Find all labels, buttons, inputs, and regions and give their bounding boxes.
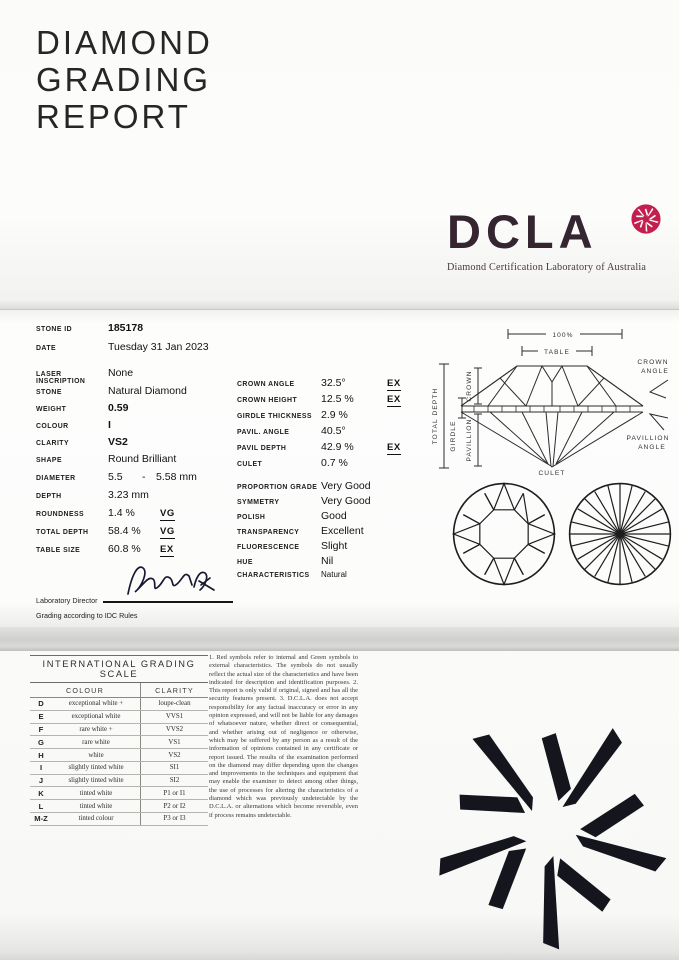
label-crown-angle-2: ANGLE: [641, 368, 669, 375]
field-table-size: TABLE SIZE 60.8 % EX: [36, 543, 174, 555]
field-hue: HUE Nil: [237, 555, 334, 567]
scale-title: INTERNATIONAL GRADING SCALE: [30, 655, 208, 683]
field-pavil-angle: PAVIL. ANGLE 40.5°: [237, 425, 346, 437]
title-line-2: GRADING: [36, 61, 212, 98]
label-girdle: GIRDLE: [450, 420, 457, 452]
table-size-grade: EX: [160, 544, 174, 555]
fold-shadow: [0, 627, 679, 651]
field-stone-id: STONE ID 185178: [36, 322, 144, 334]
field-clarity: CLARITY VS2: [36, 436, 128, 448]
dcla-star-badge-icon: [631, 204, 661, 234]
title-line-1: DIAMOND: [36, 24, 213, 61]
field-colour: COLOUR I: [36, 419, 111, 431]
director-label: Laboratory Director: [36, 596, 98, 605]
scale-row: J slightly tinted white SI2: [30, 775, 208, 788]
crown-view-diagram: [448, 478, 560, 590]
dcla-star-watermark-icon: [412, 692, 679, 960]
dcla-logo-text: DCLA: [447, 205, 598, 258]
label-pavillion: PAVILLION: [466, 418, 473, 462]
disclaimer-text: 1. Red symbols refer to internal and Green symbols to external characteristics. The symbols do not usually reflect the actual size of the characteristics and have been indicated for description and identification purposes. 2. This report is only valid if original, signed and has all the security features present. 3. D.C.L.A. does not accept responsibility for any factual inaccuracy or error in any opinion expressed, and will not be liable for any damages of whatsoever nature, whether direct or consequential, and whether arising out of negligence or otherwise, which may be suffered by any person as a result of the information of opinions contained in any certificate or report issued. The results of the examination performed on the diamond may differ depending upon the changes and improvements in the techniques and equipment that may enable the examiner to detect among other things, the use of processes for altering the characteristics of a diamond which was previously undetectable by the D.C.L.A. or alternations which become reversible, even if process remains undetectable.: [209, 654, 358, 819]
scale-row: M-Z tinted colour P3 or I3: [30, 813, 208, 826]
scale-row: E exceptional white VVS1: [30, 711, 208, 724]
clarity-header: CLARITY: [155, 685, 194, 695]
scale-row: I slightly tinted white SI1: [30, 762, 208, 775]
roundness-grade: VG: [160, 508, 175, 519]
idc-rules-note: Grading according to IDC Rules: [36, 611, 138, 620]
label-crown: CROWN: [466, 370, 473, 402]
field-date: DATE Tuesday 31 Jan 2023: [36, 341, 209, 353]
crown-height-grade: EX: [387, 394, 401, 405]
field-depth: DEPTH 3.23 mm: [36, 489, 149, 501]
scale-row: F rare white + VVS2: [30, 724, 208, 737]
field-stone-type: STONE Natural Diamond: [36, 385, 187, 397]
diamond-profile-diagram: [430, 318, 674, 476]
field-diameter: DIAMETER 5.5 - 5.58 mm: [36, 471, 197, 483]
pavil-depth-grade: EX: [387, 442, 401, 453]
field-total-depth: TOTAL DEPTH 58.4 % VG: [36, 525, 175, 537]
label-crown-angle-1: CROWN: [637, 359, 669, 366]
title-line-3: REPORT: [36, 98, 191, 135]
label-table: TABLE: [544, 349, 570, 356]
pavilion-view-diagram: [564, 478, 676, 590]
field-crown-angle: CROWN ANGLE 32.5° EX: [237, 377, 401, 389]
scale-row: D exceptional white + loupe-clean: [30, 698, 208, 711]
dcla-tagline: Diamond Certification Laboratory of Australia: [447, 262, 647, 273]
scale-row: H white VS2: [30, 749, 208, 762]
field-weight: WEIGHT 0.59: [36, 402, 129, 414]
total-depth-grade: VG: [160, 526, 175, 537]
signature-line: [103, 601, 233, 603]
field-polish: POLISH Good: [237, 510, 347, 522]
field-pavil-depth: PAVIL DEPTH 42.9 % EX: [237, 441, 401, 453]
director-signature: [122, 556, 222, 602]
field-laser-inscription: LASER INSCRIPTION None: [36, 367, 134, 385]
scale-header: [30, 683, 208, 698]
scale-row: G rare white VS1: [30, 736, 208, 749]
label-pav-angle-1: PAVILLION: [626, 435, 670, 442]
label-culet: CULET: [538, 470, 566, 476]
field-girdle-thickness: GIRDLE THICKNESS 2.9 %: [237, 409, 348, 421]
international-grading-scale: [30, 655, 208, 826]
label-total-depth: TOTAL DEPTH: [432, 387, 439, 445]
field-crown-height: CROWN HEIGHT 12.5 % EX: [237, 393, 401, 405]
field-symmetry: SYMMETRY Very Good: [237, 495, 371, 507]
label-100pct: 100%: [552, 332, 574, 339]
field-culet: CULET 0.7 %: [237, 457, 348, 469]
field-proportion-grade: PROPORTION GRADE Very Good: [237, 480, 371, 492]
field-roundness: ROUNDNESS 1.4 % VG: [36, 507, 175, 519]
field-characteristics: CHARACTERISTICS Natural: [237, 570, 347, 579]
scale-row: K tinted white P1 or I1: [30, 787, 208, 800]
crown-angle-grade: EX: [387, 378, 401, 389]
page-title: [36, 24, 213, 135]
field-fluorescence: FLUORESCENCE Slight: [237, 540, 348, 552]
label-pav-angle-2: ANGLE: [638, 444, 666, 451]
colour-header: COLOUR: [30, 683, 141, 697]
field-shape: SHAPE Round Brilliant: [36, 453, 177, 465]
dcla-logo: [447, 206, 657, 273]
field-transparency: TRANSPARENCY Excellent: [237, 525, 364, 537]
scale-row: L tinted white P2 or I2: [30, 800, 208, 813]
